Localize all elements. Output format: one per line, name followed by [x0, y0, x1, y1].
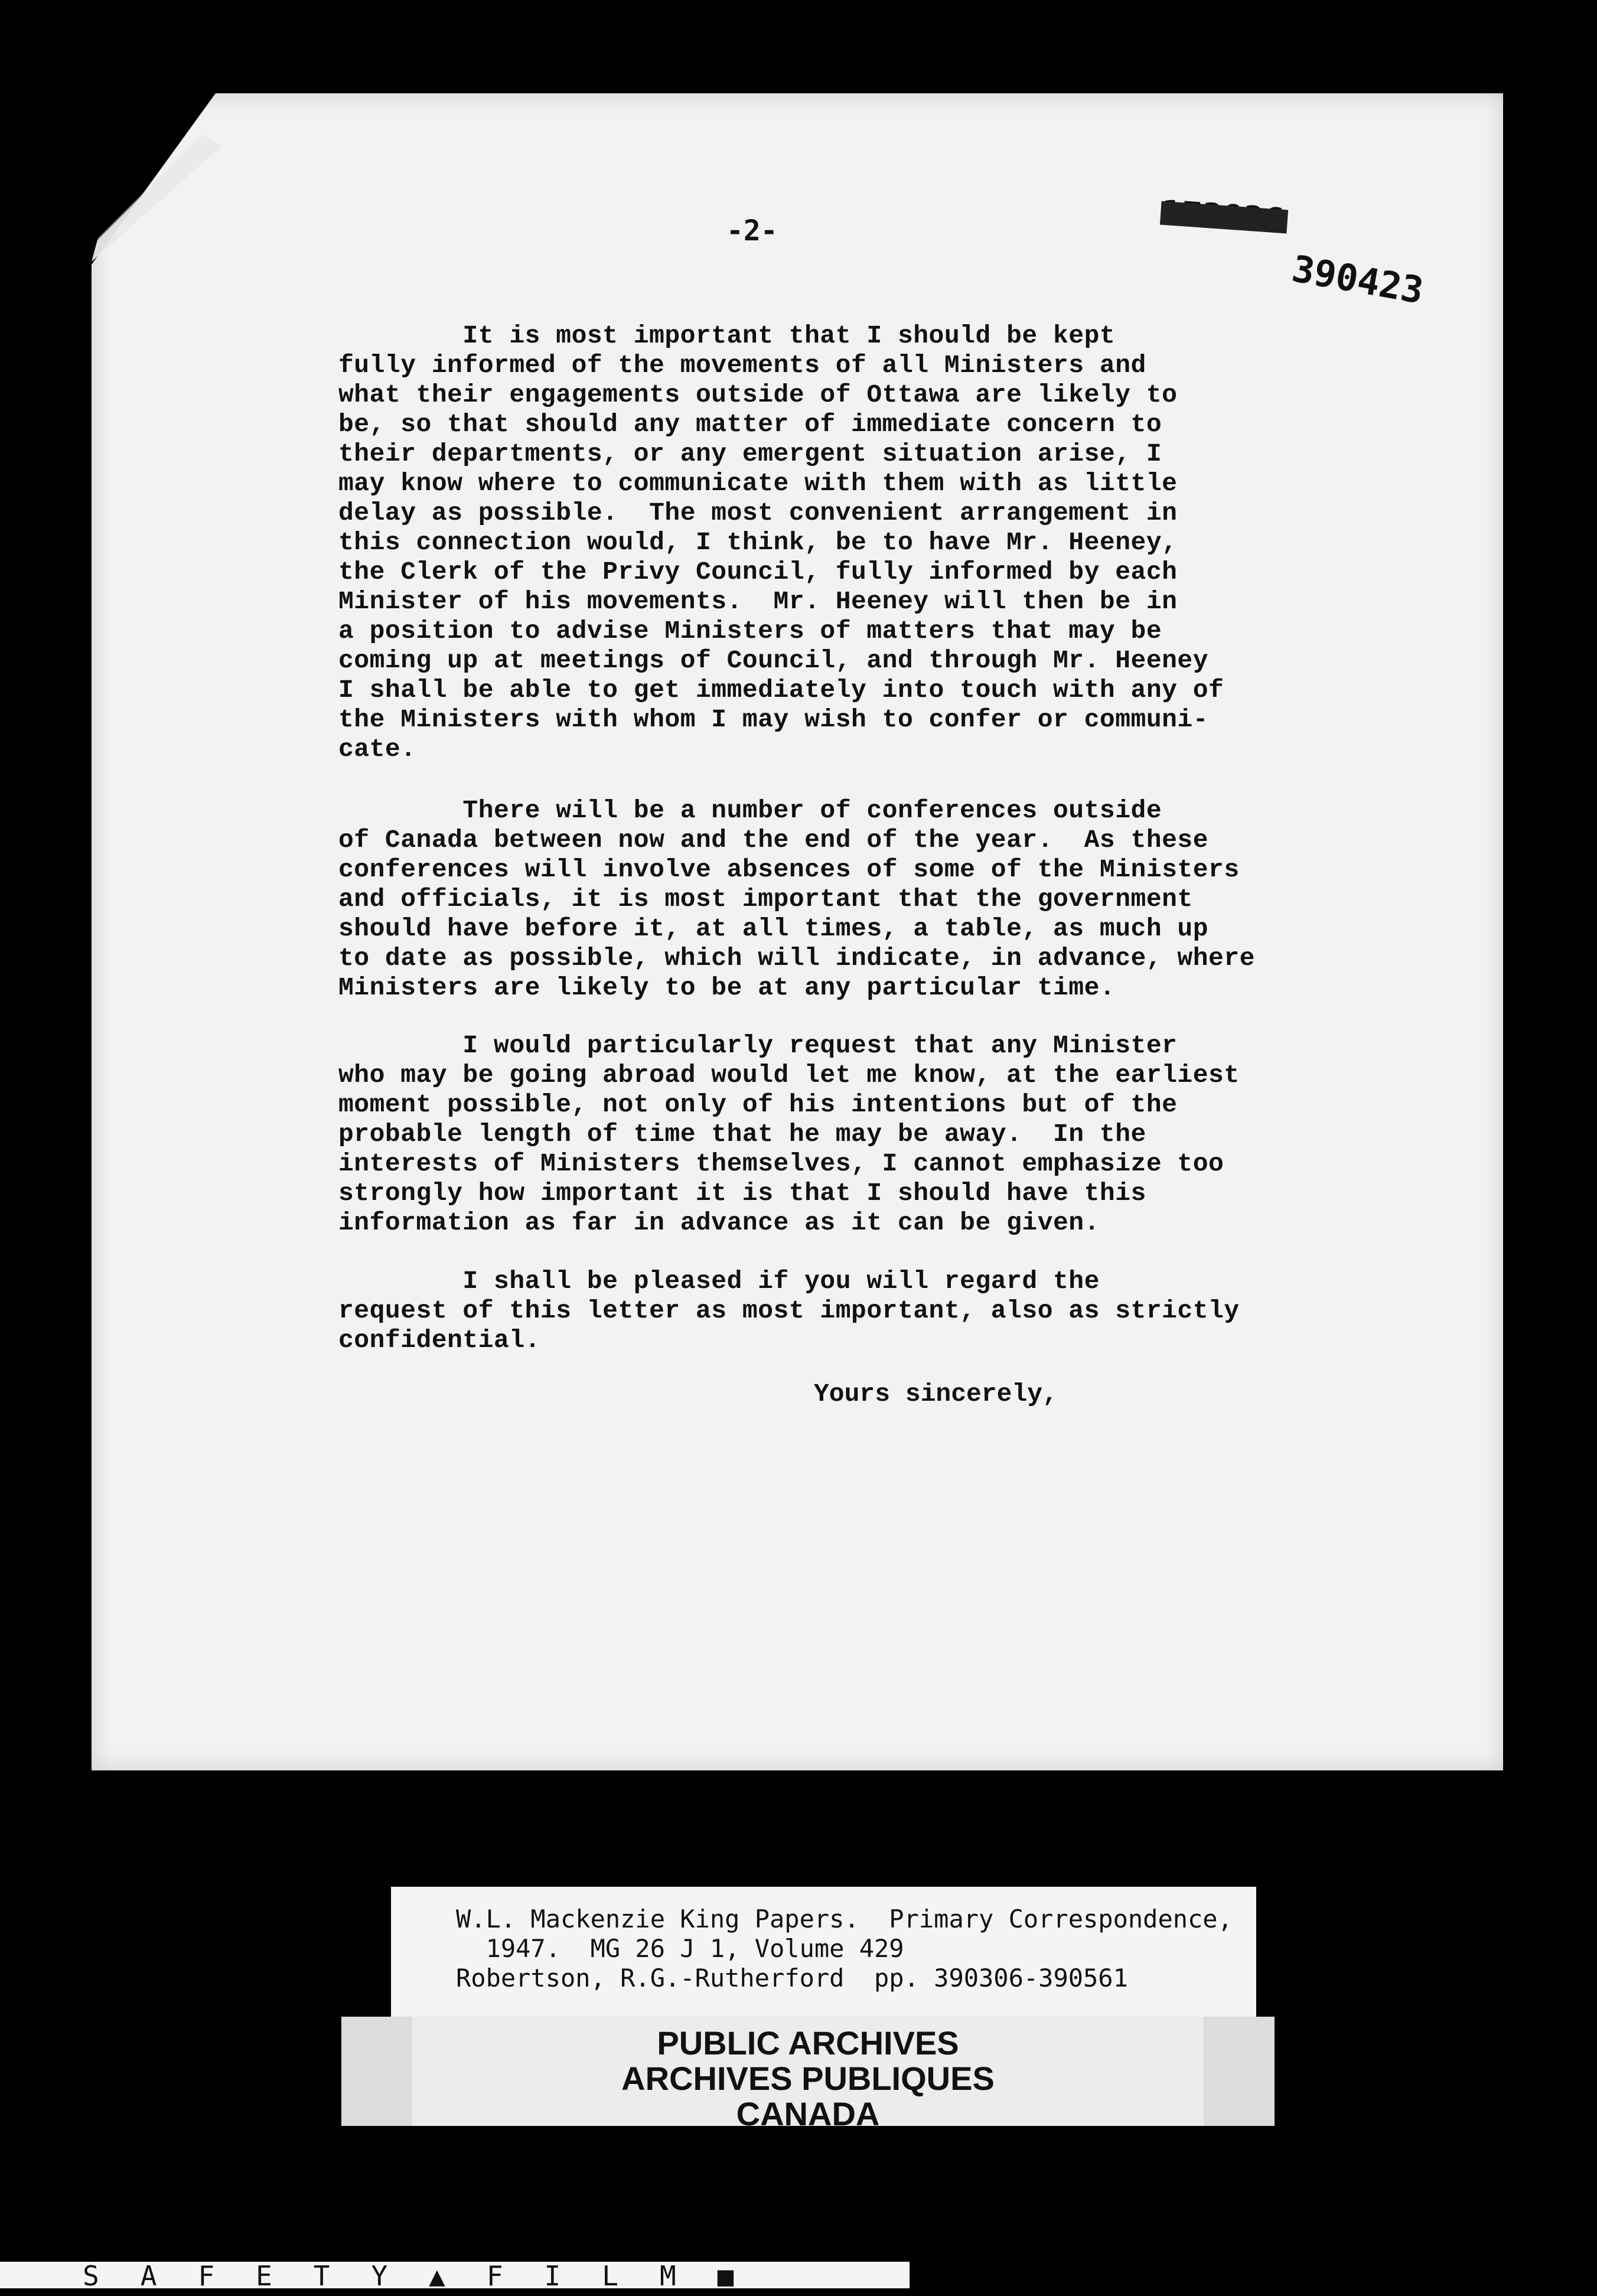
text-line: information as far in advance as it can be given. — [338, 1208, 1100, 1237]
text-line: request of this letter as most important, also as strictly — [338, 1296, 1240, 1325]
text-line: confidential. — [338, 1326, 540, 1355]
text-line: of Canada between now and the end of the year. As these — [338, 826, 1209, 855]
text-line: should have before it, at all times, a table, as much up — [338, 914, 1209, 943]
text-line: strongly how important it is that I should have this — [338, 1179, 1146, 1208]
text-line: I shall be pleased if you will regard the — [338, 1267, 1100, 1296]
stamp-line: PUBLIC ARCHIVES — [657, 2024, 959, 2062]
text-line: this connection would, I think, be to have Mr. Heeney, — [338, 528, 1178, 557]
text-line: moment possible, not only of his intentions but of the — [338, 1090, 1178, 1119]
stamp-line: CANADA — [736, 2095, 880, 2132]
text-line: who may be going abroad would let me know, at the earliest — [338, 1061, 1240, 1090]
text-line: the Clerk of the Privy Council, fully informed by each — [338, 557, 1178, 586]
text-line: the Ministers with whom I may wish to confer or communi- — [338, 705, 1209, 734]
public-archives-stamp — [341, 2026, 1275, 2132]
text-line: It is most important that I should be kept — [338, 321, 1116, 350]
text-line: Ministers are likely to be at any particular time. — [338, 973, 1116, 1002]
text-line: fully informed of the movements of all Ministers and — [338, 351, 1146, 380]
text-line: and officials, it is most important that the government — [338, 885, 1193, 914]
text-line: interests of Ministers themselves, I cannot emphasize too — [338, 1149, 1224, 1178]
paragraph-3 — [338, 1031, 1240, 1238]
text-line: cate. — [338, 735, 416, 764]
letter-page — [92, 93, 1503, 1770]
text-line: delay as possible. The most convenient arrangement in — [338, 498, 1178, 527]
text-line: I shall be able to get immediately into touch with any of — [338, 676, 1224, 705]
text-line: conferences will involve absences of some of the Ministers — [338, 855, 1240, 884]
closing-salutation: Yours sincerely, — [814, 1379, 1058, 1408]
text-line: I would particularly request that any Minister — [338, 1031, 1178, 1060]
archive-citation — [456, 1904, 1233, 1993]
paragraph-1 — [338, 321, 1224, 764]
text-line: to date as possible, which will indicate, in advance, where — [338, 944, 1255, 973]
citation-line: Robertson, R.G.-Rutherford pp. 390306-390561 — [456, 1964, 1128, 1992]
text-line: their departments, or any emergent situation arise, I — [338, 439, 1162, 468]
text-line: a position to advise Ministers of matters that may be — [338, 617, 1162, 645]
citation-line: W.L. Mackenzie King Papers. Primary Correspondence, — [456, 1904, 1233, 1933]
text-line: be, so that should any matter of immediate concern to — [338, 410, 1162, 439]
document-number: 390423 — [1289, 247, 1427, 312]
paragraph-4 — [338, 1267, 1240, 1355]
archive-stamp — [341, 2017, 1275, 2132]
safety-film-strip: SAFETY▲FILM■ — [0, 2262, 910, 2288]
text-line: probable length of time that he may be away. In the — [338, 1120, 1146, 1149]
archive-label — [391, 1887, 1256, 2018]
citation-line: 1947. MG 26 J 1, Volume 429 — [456, 1934, 904, 1963]
page-number: -2- — [726, 214, 778, 247]
paragraph-2 — [338, 796, 1255, 1003]
text-line: There will be a number of conferences outside — [338, 796, 1162, 825]
text-line: what their engagements outside of Ottawa are likely to — [338, 380, 1178, 409]
stamp-line: ARCHIVES PUBLIQUES — [621, 2060, 995, 2097]
text-line: coming up at meetings of Council, and through Mr. Heeney — [338, 646, 1209, 675]
text-line: may know where to communicate with them with as little — [338, 469, 1178, 498]
text-line: Minister of his movements. Mr. Heeney will then be in — [338, 587, 1178, 616]
